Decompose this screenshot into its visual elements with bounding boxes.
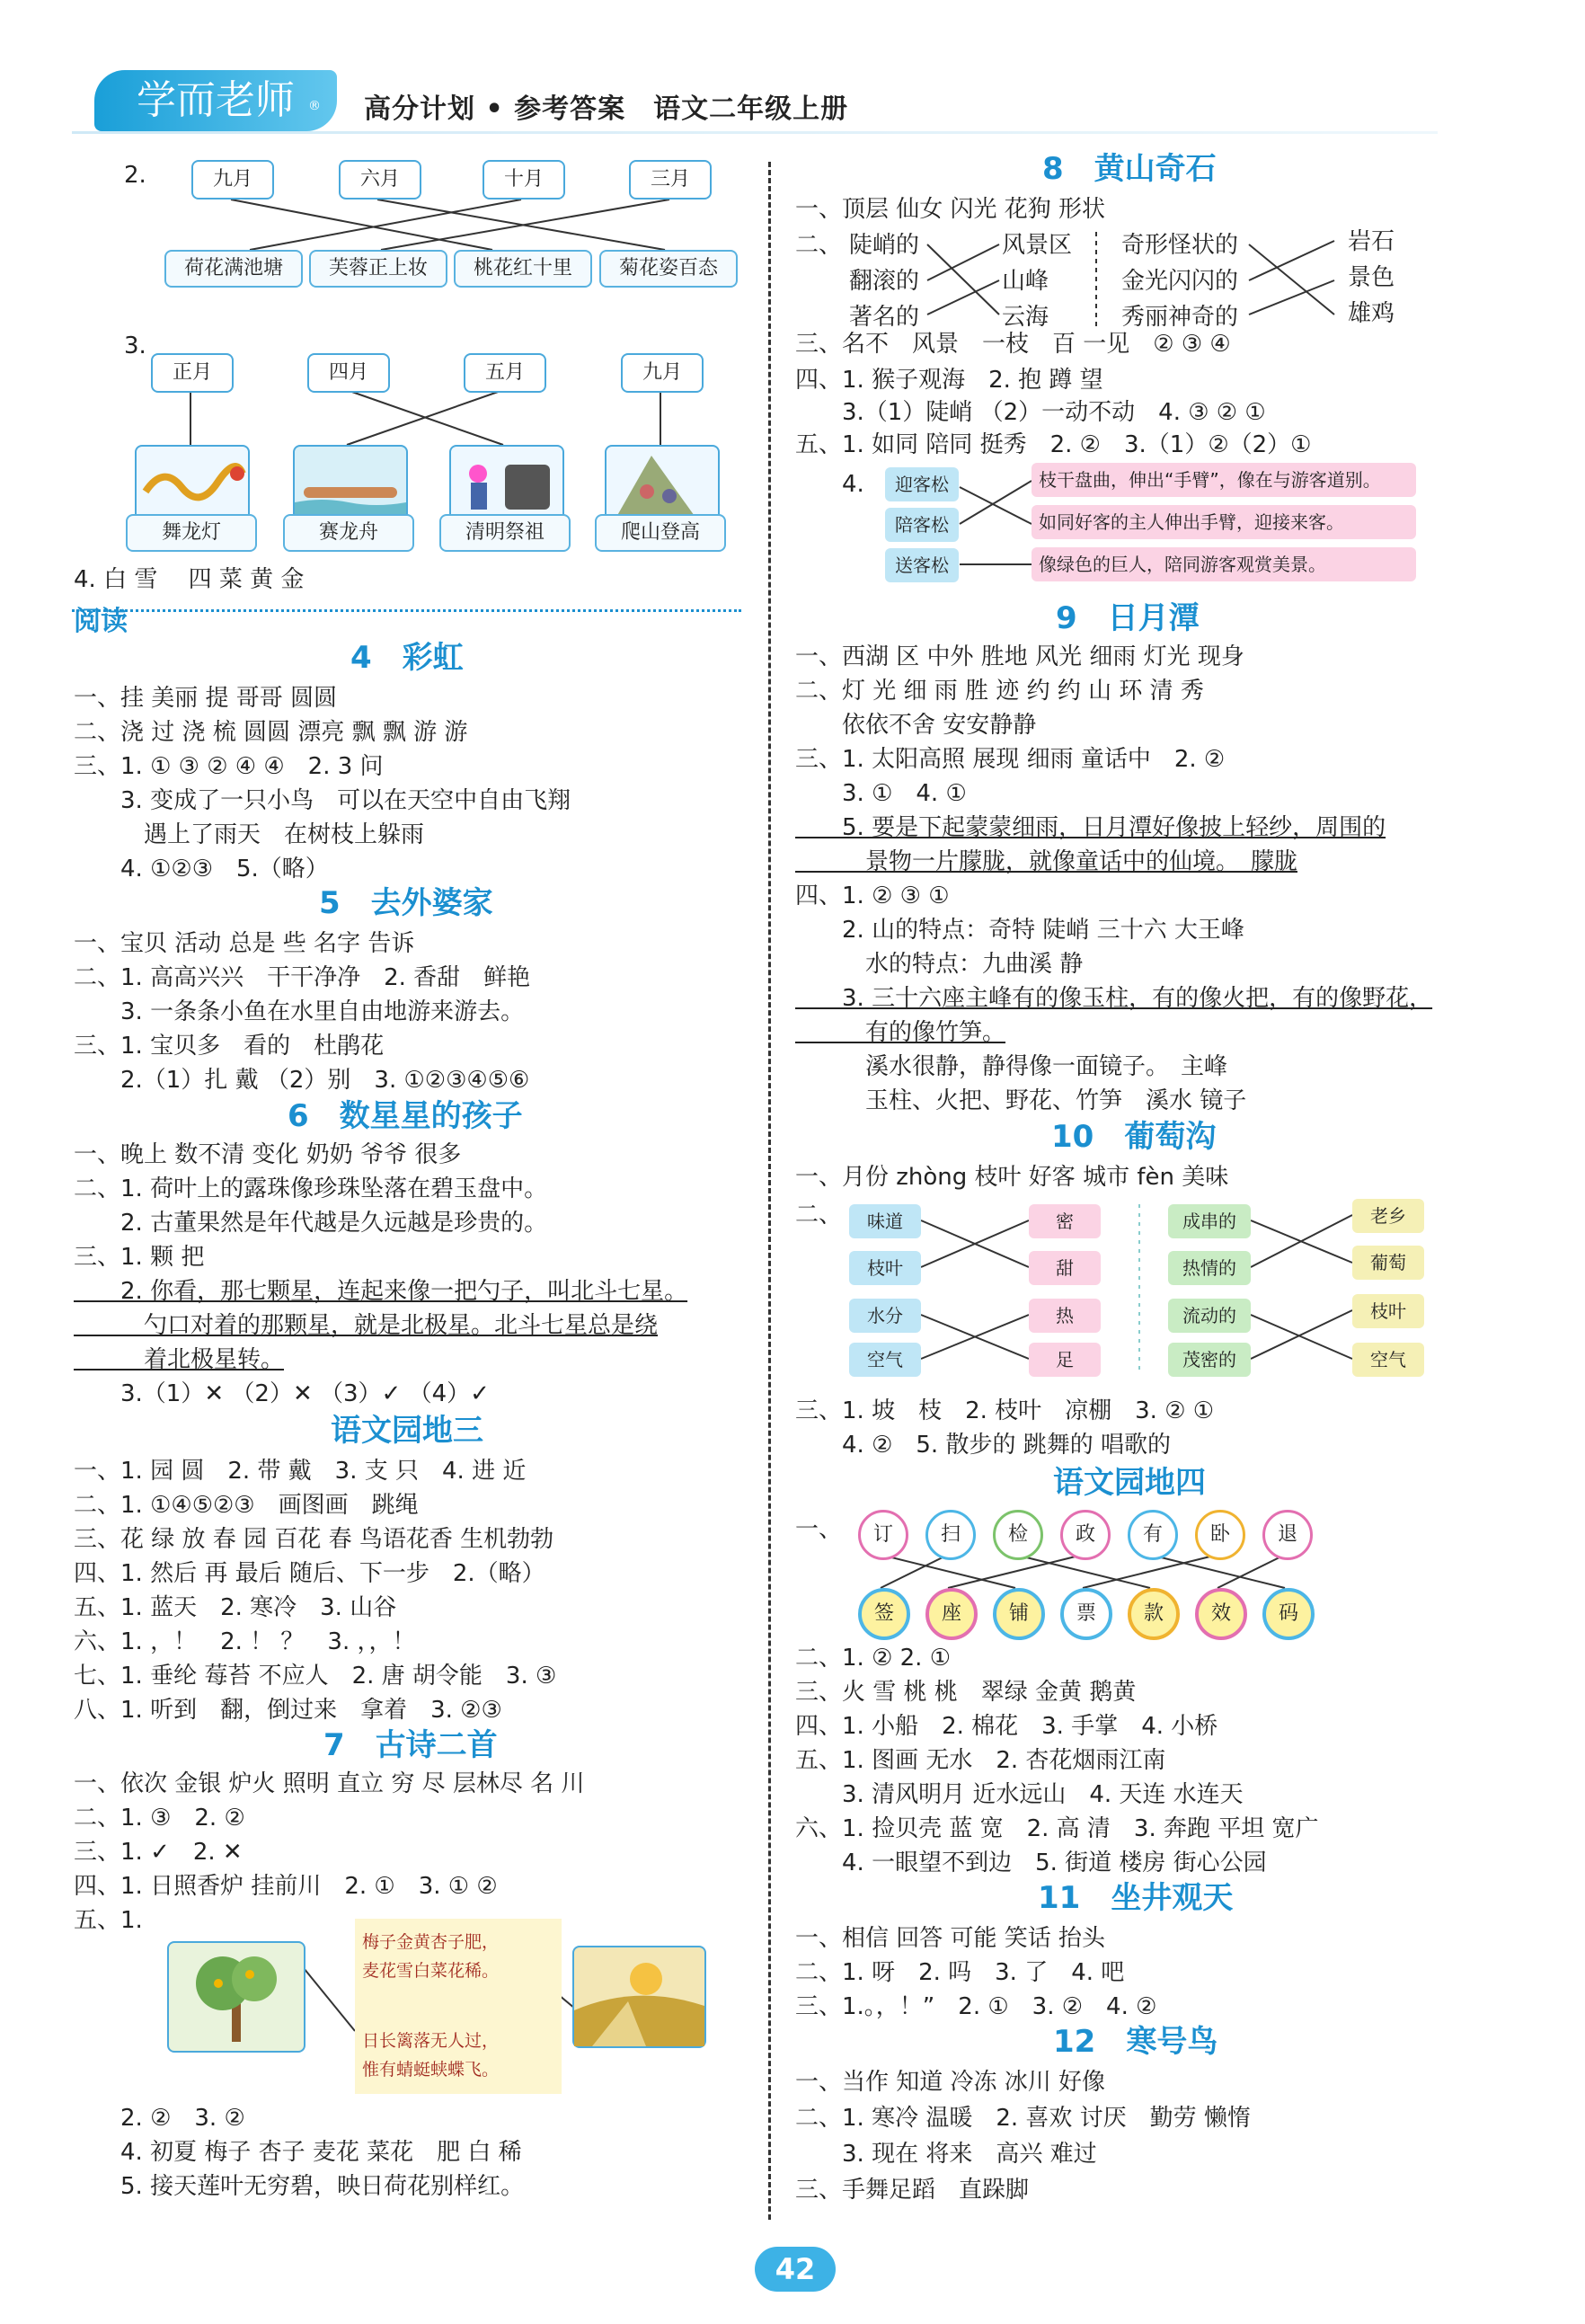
reading-divider bbox=[72, 609, 741, 612]
match-tag: 甜 bbox=[1029, 1251, 1101, 1285]
char-flower: 座 bbox=[925, 1588, 978, 1640]
pine-description: 枝干盘曲，伸出“手臂”，像在与游客道别。 bbox=[1032, 463, 1416, 497]
q2-top-box: 九月 bbox=[191, 160, 274, 200]
q2-bottom-box: 菊花姿百态 bbox=[599, 250, 738, 288]
poem-box-1 bbox=[355, 1919, 562, 2018]
q3-top-box: 五月 bbox=[464, 353, 546, 393]
answer-line: 一、依次 金银 炉火 照明 直立 穷 尽 层林尽 名 川 bbox=[74, 1770, 585, 1797]
lesson-12-title: 12 寒号鸟 bbox=[1053, 2024, 1218, 2060]
wheat-field-illustration bbox=[572, 1946, 706, 2048]
char-flower: 码 bbox=[1262, 1588, 1315, 1640]
answer-line: 一、当作 知道 冷冻 冰川 好像 bbox=[795, 2069, 1106, 2096]
match-tag: 空气 bbox=[849, 1343, 921, 1377]
lesson-4-title: 4 彩虹 bbox=[350, 640, 464, 676]
answer-line: 三、名不 风景 一枝 百 一见 ② ③ ④ bbox=[795, 331, 1231, 358]
pine-tag: 迎客松 bbox=[885, 467, 959, 501]
answer-line: 二、灯 光 细 雨 胜 迹 约 约 山 环 清 秀 bbox=[795, 678, 1204, 705]
answer-line: 3.（1）陡峭 （2）一动不动 4. ③ ② ① bbox=[795, 399, 1266, 426]
match-tag: 流动的 bbox=[1168, 1299, 1251, 1333]
poem-line: 惟有蜻蜓蛱蝶飞。 bbox=[362, 2060, 500, 2080]
match-word: 秀丽神奇的 bbox=[1121, 304, 1239, 331]
q3-bottom-box: 舞龙灯 bbox=[126, 514, 257, 552]
match-word: 翻滚的 bbox=[849, 268, 920, 295]
answer-line: 一、月份 zhòng 枝叶 好客 城市 fèn 美味 bbox=[795, 1164, 1229, 1191]
char-flower: 款 bbox=[1128, 1588, 1180, 1640]
match-word: 雄鸡 bbox=[1348, 300, 1395, 327]
lesson-6-title: 6 数星星的孩子 bbox=[288, 1098, 523, 1134]
answer-line: 5. 接天莲叶无穷碧，映日荷花别样红。 bbox=[74, 2173, 525, 2200]
lesson-10-title: 10 葡萄沟 bbox=[1051, 1119, 1217, 1155]
answer-line: 一、挂 美丽 提 哥哥 圆圆 bbox=[74, 685, 338, 712]
answer-line: 四、1. 然后 再 最后 随后、下一步 2.（略） bbox=[74, 1560, 545, 1587]
answer-line: 景物一片朦胧，就像童话中的仙境。 朦胧 bbox=[795, 848, 1298, 875]
answer-line: 一、西湖 区 中外 胜地 风光 细雨 灯光 现身 bbox=[795, 643, 1244, 670]
q2-bottom-box: 芙蓉正上妆 bbox=[309, 250, 447, 288]
answer-line: 二、1. ①④⑤②③ 画图画 跳绳 bbox=[74, 1492, 419, 1519]
plum-tree-illustration bbox=[167, 1941, 305, 2053]
answer-line: 三、火 雪 桃 桃 翠绿 金黄 鹅黄 bbox=[795, 1679, 1137, 1706]
answer-line: 4. 一眼望不到边 5. 街道 楼房 街心公园 bbox=[795, 1849, 1267, 1876]
match-word: 云海 bbox=[1002, 304, 1049, 331]
answer-line: 4. ② 5. 散步的 跳舞的 唱歌的 bbox=[795, 1432, 1171, 1459]
char-circle: 检 bbox=[993, 1510, 1043, 1560]
answer-line: 3. ① 4. ① bbox=[795, 780, 967, 807]
answer-line: 二、1. 呀 2. 吗 3. 了 4. 吧 bbox=[795, 1959, 1125, 1986]
match-tag: 茂密的 bbox=[1168, 1343, 1251, 1377]
garden-3-title: 语文园地三 bbox=[331, 1413, 483, 1449]
answer-line: 二、1. 高高兴兴 干干净净 2. 香甜 鲜艳 bbox=[74, 964, 531, 991]
answer-line: 2. 你看，那七颗星，连起来像一把勺子，叫北斗七星。 bbox=[74, 1278, 688, 1305]
lesson-5-title: 5 去外婆家 bbox=[319, 885, 493, 921]
lesson-7-title: 7 古诗二首 bbox=[323, 1727, 498, 1763]
match-tag: 成串的 bbox=[1168, 1204, 1251, 1238]
answer-line: 三、花 绿 放 春 园 百花 春 鸟语花香 生机勃勃 bbox=[74, 1526, 554, 1553]
q2-label: 二、 bbox=[795, 1202, 843, 1229]
answer-line: 七、1. 垂纶 莓苔 不应人 2. 唐 胡令能 3. ③ bbox=[74, 1663, 557, 1690]
answer-line: 溪水很静，静得像一面镜子。 主峰 bbox=[795, 1053, 1228, 1080]
answer-line: 一、相信 回答 可能 笑话 抬头 bbox=[795, 1925, 1106, 1952]
answer-line: 五、1. 图画 无水 2. 杏花烟雨江南 bbox=[795, 1747, 1166, 1774]
pine-tag: 送客松 bbox=[885, 548, 959, 582]
answer-line: 六、1. 捡贝壳 蓝 宽 2. 高 清 3. 奔跑 平坦 宽广 bbox=[795, 1815, 1319, 1842]
q2-bottom-box: 桃花红十里 bbox=[454, 250, 592, 288]
answer-line: 四、1. 小船 2. 棉花 3. 手掌 4. 小桥 bbox=[795, 1713, 1218, 1740]
header-title: 高分计划 • 参考答案 语文二年级上册 bbox=[364, 93, 849, 125]
answer-line: 水的特点：九曲溪 静 bbox=[795, 951, 1084, 978]
answer-line: 三、1. 颗 把 bbox=[74, 1244, 205, 1271]
match-tag: 葡萄 bbox=[1352, 1246, 1424, 1280]
pine-description: 像绿色的巨人，陪同游客观赏美景。 bbox=[1032, 547, 1416, 581]
q4-answer: 4. 白 雪 四 菜 黄 金 bbox=[74, 566, 305, 593]
char-circle: 退 bbox=[1262, 1510, 1313, 1560]
answer-line: 一、宝贝 活动 总是 些 名字 告诉 bbox=[74, 930, 415, 957]
match-word: 著名的 bbox=[849, 304, 920, 331]
match-tag: 足 bbox=[1029, 1343, 1101, 1377]
answer-line: 着北极星转。 bbox=[74, 1346, 285, 1373]
answer-line: 依依不舍 安安静静 bbox=[795, 712, 1037, 739]
reading-section-label: 阅读 bbox=[74, 606, 128, 637]
answer-line: 遇上了雨天 在树枝上躲雨 bbox=[74, 821, 425, 848]
answer-line: 三、1.。，！” 2. ① 3. ② 4. ② bbox=[795, 1993, 1157, 2020]
match-tag: 水分 bbox=[849, 1299, 921, 1333]
char-circle: 扫 bbox=[925, 1510, 976, 1560]
answer-line: 二、1. 寒冷 温暖 2. 喜欢 讨厌 勤劳 懒惰 bbox=[795, 2105, 1251, 2132]
char-circle: 政 bbox=[1060, 1510, 1111, 1560]
answer-line: 四、1. 日照香炉 挂前川 2. ① 3. ① ② bbox=[74, 1873, 498, 1900]
char-flower: 铺 bbox=[993, 1588, 1045, 1640]
q3-top-box: 正月 bbox=[151, 353, 234, 393]
answer-line: 一、顶层 仙女 闪光 花狗 形状 bbox=[795, 196, 1106, 223]
q2-top-box: 六月 bbox=[339, 160, 421, 200]
q3-bottom-box: 赛龙舟 bbox=[283, 514, 414, 552]
match-tag: 味道 bbox=[849, 1204, 921, 1238]
answer-line: 5. 要是下起蒙蒙细雨，日月潭好像披上轻纱，周围的 bbox=[795, 814, 1386, 841]
answer-line: 三、1. 太阳高照 展现 细雨 童话中 2. ② bbox=[795, 746, 1226, 773]
answer-line: 玉柱、火把、野花、竹笋 溪水 镜子 bbox=[795, 1087, 1247, 1114]
answer-line: 三、手舞足蹈 直跺脚 bbox=[795, 2177, 1030, 2204]
poem-line: 日长篱落无人过， bbox=[362, 2031, 500, 2051]
char-circle: 订 bbox=[858, 1510, 908, 1560]
answer-line: 二、1. 荷叶上的露珠像珍珠坠落在碧玉盘中。 bbox=[74, 1175, 548, 1202]
q1-label: 一、 bbox=[795, 1516, 843, 1543]
char-flower: 效 bbox=[1195, 1588, 1247, 1640]
match-tag: 枝叶 bbox=[1352, 1294, 1424, 1328]
match-tag: 枝叶 bbox=[849, 1251, 921, 1285]
answer-line: 4. bbox=[795, 471, 864, 498]
answer-line: 一、晚上 数不清 变化 奶奶 爷爷 很多 bbox=[74, 1141, 462, 1168]
registered-mark: ® bbox=[308, 99, 321, 113]
match-tag: 老乡 bbox=[1352, 1199, 1424, 1233]
answer-line: 2. ② 3. ② bbox=[74, 2105, 245, 2132]
answer-line: 2. 山的特点：奇特 陡峭 三十六 大王峰 bbox=[795, 917, 1244, 944]
q3-top-box: 九月 bbox=[621, 353, 704, 393]
answer-line: 四、1. ② ③ ① bbox=[795, 883, 950, 909]
char-flower: 票 bbox=[1060, 1588, 1112, 1640]
lesson-9-title: 9 日月潭 bbox=[1056, 600, 1200, 636]
poem-line: 梅子金黄杏子肥， bbox=[362, 1932, 500, 1952]
q2-top-box: 三月 bbox=[629, 160, 712, 200]
answer-line: 3. 一条条小鱼在水里自由地游来游去。 bbox=[74, 998, 525, 1025]
answer-line: 3. 清风明月 近水远山 4. 天连 水连天 bbox=[795, 1781, 1244, 1808]
lesson-11-title: 11 坐井观天 bbox=[1038, 1880, 1234, 1916]
answer-line: 五、1. 如同 陪同 挺秀 2. ② 3.（1）②（2）① bbox=[795, 431, 1312, 458]
answer-line: 2. 古董果然是年代越是久远越是珍贵的。 bbox=[74, 1210, 548, 1237]
match-word: 景色 bbox=[1348, 264, 1395, 291]
q3-bottom-box: 爬山登高 bbox=[595, 514, 726, 552]
q2-label: 二、 bbox=[795, 232, 843, 259]
match-tag: 密 bbox=[1029, 1204, 1101, 1238]
answer-line: 二、浇 过 浇 梳 圆圆 漂亮 飘 飘 游 游 bbox=[74, 719, 468, 746]
answer-line: 有的像竹笋。 bbox=[795, 1019, 1006, 1046]
match-tag: 空气 bbox=[1352, 1343, 1424, 1377]
answer-line: 八、1. 听到 翻，倒过来 拿着 3. ②③ bbox=[74, 1697, 502, 1724]
pine-tag: 陪客松 bbox=[885, 508, 959, 542]
answer-line: 勺口对着的那颗星，就是北极星。北斗七星总是绕 bbox=[74, 1312, 659, 1339]
brand-logo-text: 学而老师 bbox=[137, 77, 295, 123]
answer-line: 三、1. 宝贝多 看的 杜鹃花 bbox=[74, 1033, 385, 1060]
char-circle: 卧 bbox=[1195, 1510, 1245, 1560]
match-word: 奇形怪状的 bbox=[1121, 232, 1239, 259]
page-number: 42 bbox=[755, 2247, 836, 2292]
match-word: 风景区 bbox=[1002, 232, 1073, 259]
answer-line: 六、1. ，！ 2. ！ ？ 3. ，，！ bbox=[74, 1628, 416, 1655]
answer-line: 3.（1）✕ （2）✕ （3）✓ （4）✓ bbox=[74, 1380, 490, 1407]
answer-line: 3. 三十六座主峰有的像玉柱，有的像火把，有的像野花， bbox=[795, 985, 1433, 1012]
q2-label: 2. bbox=[124, 162, 146, 189]
answer-line: 3. 现在 将来 高兴 难过 bbox=[795, 2141, 1097, 2168]
answer-line: 4. ①②③ 5.（略） bbox=[74, 856, 329, 883]
char-circle: 有 bbox=[1128, 1510, 1178, 1560]
answer-line: 五、1. 蓝天 2. 寒冷 3. 山谷 bbox=[74, 1594, 397, 1621]
answer-line: 三、1. ① ③ ② ④ ④ 2. 3 问 bbox=[74, 753, 384, 780]
q3-label: 3. bbox=[124, 333, 146, 359]
answer-line: 三、1. 坡 枝 2. 枝叶 凉棚 3. ② ① bbox=[795, 1397, 1215, 1424]
answer-line: 一、1. 园 圆 2. 带 戴 3. 支 只 4. 进 近 bbox=[74, 1458, 527, 1485]
match-word: 岩石 bbox=[1348, 228, 1395, 255]
answer-line: 2.（1）扎 戴 （2）别 3. ①②③④⑤⑥ bbox=[74, 1067, 530, 1094]
lesson-8-title: 8 黄山奇石 bbox=[1042, 151, 1217, 187]
match-tag: 热 bbox=[1029, 1299, 1101, 1333]
pine-description: 如同好客的主人伸出手臂，迎接来客。 bbox=[1032, 505, 1416, 539]
match-word: 陡峭的 bbox=[849, 232, 920, 259]
answer-line: 四、1. 猴子观海 2. 抱 蹲 望 bbox=[795, 367, 1103, 394]
answer-line: 4. 初夏 梅子 杏子 麦花 菜花 肥 白 稀 bbox=[74, 2139, 522, 2166]
answer-line: 二、1. ③ 2. ② bbox=[74, 1805, 245, 1832]
poem-line: 麦花雪白菜花稀。 bbox=[362, 1961, 500, 1981]
match-tag: 热情的 bbox=[1168, 1251, 1251, 1285]
match-word: 山峰 bbox=[1002, 268, 1049, 295]
answer-line: 3. 变成了一只小鸟 可以在天空中自由飞翔 bbox=[74, 787, 571, 814]
poem-box-2 bbox=[355, 2018, 562, 2094]
q2-bottom-box: 荷花满池塘 bbox=[164, 250, 303, 288]
answer-line: 五、1. bbox=[74, 1907, 143, 1934]
char-flower: 签 bbox=[858, 1588, 910, 1640]
match-word: 金光闪闪的 bbox=[1121, 268, 1239, 295]
answer-line: 二、1. ② 2. ① bbox=[795, 1645, 952, 1672]
garden-4-title: 语文园地四 bbox=[1053, 1465, 1206, 1501]
q3-bottom-box: 清明祭祖 bbox=[439, 514, 571, 552]
q2-top-box: 十月 bbox=[483, 160, 565, 200]
answer-line: 三、1. ✓ 2. ✕ bbox=[74, 1839, 243, 1866]
q3-top-box: 四月 bbox=[307, 353, 390, 393]
